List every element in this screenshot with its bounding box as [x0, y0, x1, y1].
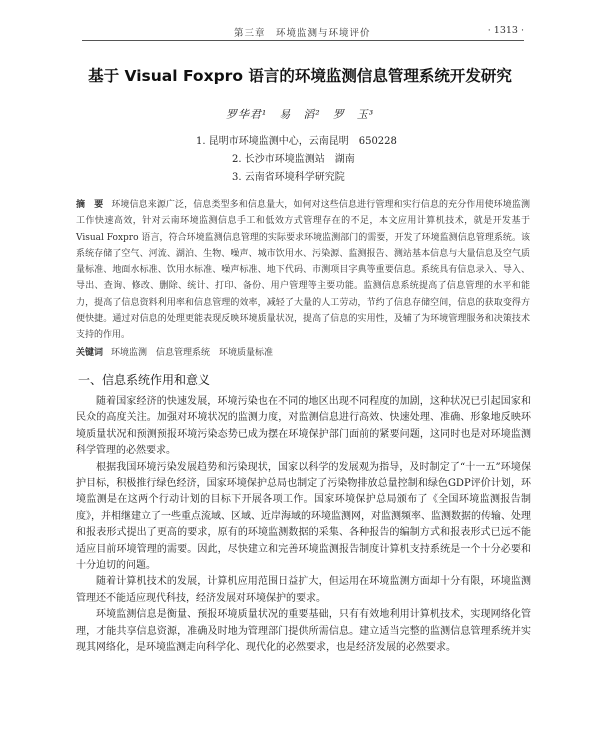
keywords	[76, 345, 530, 358]
body-paragraph: 随着计算机技术的发展，计算机应用范围日益扩大，但运用在环境监测方面却十分有限，环境监测管理还不能适应现代科技，经济发展对环境保护的要求。	[76, 576, 531, 604]
affiliation-3: 3. 云南省环境科学研究院	[232, 172, 345, 183]
affiliation-1: 1. 昆明市环境监测中心，云南昆明 650228	[196, 136, 397, 147]
abstract	[76, 197, 530, 344]
page-number: · 1313 ·	[487, 25, 524, 36]
section-heading: 一、信息系统作用和意义	[78, 373, 211, 387]
running-header	[82, 24, 524, 41]
body-paragraph: 随着国家经济的快速发展，环境污染也在不同的地区出现不同程度的加剧，这种状况已引起国家和民众的高度关注。加强对环境状况的监测力度，对监测信息进行高效、快速处理、准确、形象地反映环境质量状况和预测预报环境污染态势已成为摆在环境保护部门面前的紧要问题，这同时也是对环境监测科学管理的必然要求。	[76, 396, 531, 457]
body-text	[76, 394, 531, 657]
body-paragraph: 根据我国环境污染发展趋势和污染现状，国家以科学的发展观为指导，及时制定了“十一五”环境保护目标，积极推行绿色经济，国家环境保护总局也制定了污染物排放总量控制和绿色GDP评价计划，环境监测是在这两个行动计划的目标下开展各项工作。国家环境保护总局颁布了《全国环境监测报告制度》，并相继建立了一些重点流域、区域、近岸海域的环境监测网，对监测频率、监测数据的传输、处理和报表形式提出了更高的要求，原有的环境监测数据的采集、各种报告的编制方式和报表形式已远不能适应目前环境管理的需要。因此，尽快建立和完善环境监测报告制度计算机支持系统是一个十分必要和十分迫切的问题。	[76, 461, 531, 572]
affiliation-2: 2. 长沙市环境监测站 湖南	[232, 154, 355, 165]
keywords-label: 关键词	[76, 348, 104, 358]
paper-title: 基于 Visual Foxpro 语言的环境监测信息管理系统开发研究	[88, 67, 512, 85]
chapter-title: 第三章 环境监测与环境评价	[234, 28, 371, 39]
body-paragraph: 环境监测信息是衡量、预报环境质量状况的重要基础，只有有效地利用计算机技术，实现网络化管理，才能共享信息资源，准确及时地为管理部门提供所需信息。建立适当完整的监测信息管理系统并实现其网络化，是环境监测走向科学化、现代化的必然要求，也是经济发展的必然要求。	[76, 609, 531, 654]
author-list: 罗华君¹ 易 滔² 罗 玉³	[225, 108, 375, 121]
abstract-label: 摘 要	[76, 200, 104, 210]
abstract-text: 环境信息来源广泛，信息类型多和信息量大，如何对这些信息进行管理和实行信息的充分作用使环境监测工作快速高效，针对云南环境监测信息手工和低效方式管理存在的不足，本文应用计算机技术，就是开发基于 Visual Foxpro 语言，符合环境监测信息管理的实际要求环境监测部门的需要，开发了环境监测信息管理系统。该系统存储了空气、河流、湖泊、生物、噪声、城市饮用水、污染源、监测报告、测站基本信息与大量信息及空气质量标准、地面水标准、饮用水标准、噪声标准、地下代码、市测项目字典等重要信息。系统具有信息录入、导入、导出、查询、修改、删除、统计、打印、备份、用户管理等主要功能。监测信息系统提高了信息管理的水平和能力，提高了信息资料利用率和信息管理的效率，减轻了大量的人工劳动，节约了信息存储空间，信息的获取变得方便快捷。通过对信息的处理更能表现反映环境质量状况，提高了信息的实用性，及辅了为环境管理服务和决策技术支持的作用。	[76, 200, 530, 341]
keywords-text: 环境监测 信息管理系统 环境质量标准	[111, 348, 274, 358]
